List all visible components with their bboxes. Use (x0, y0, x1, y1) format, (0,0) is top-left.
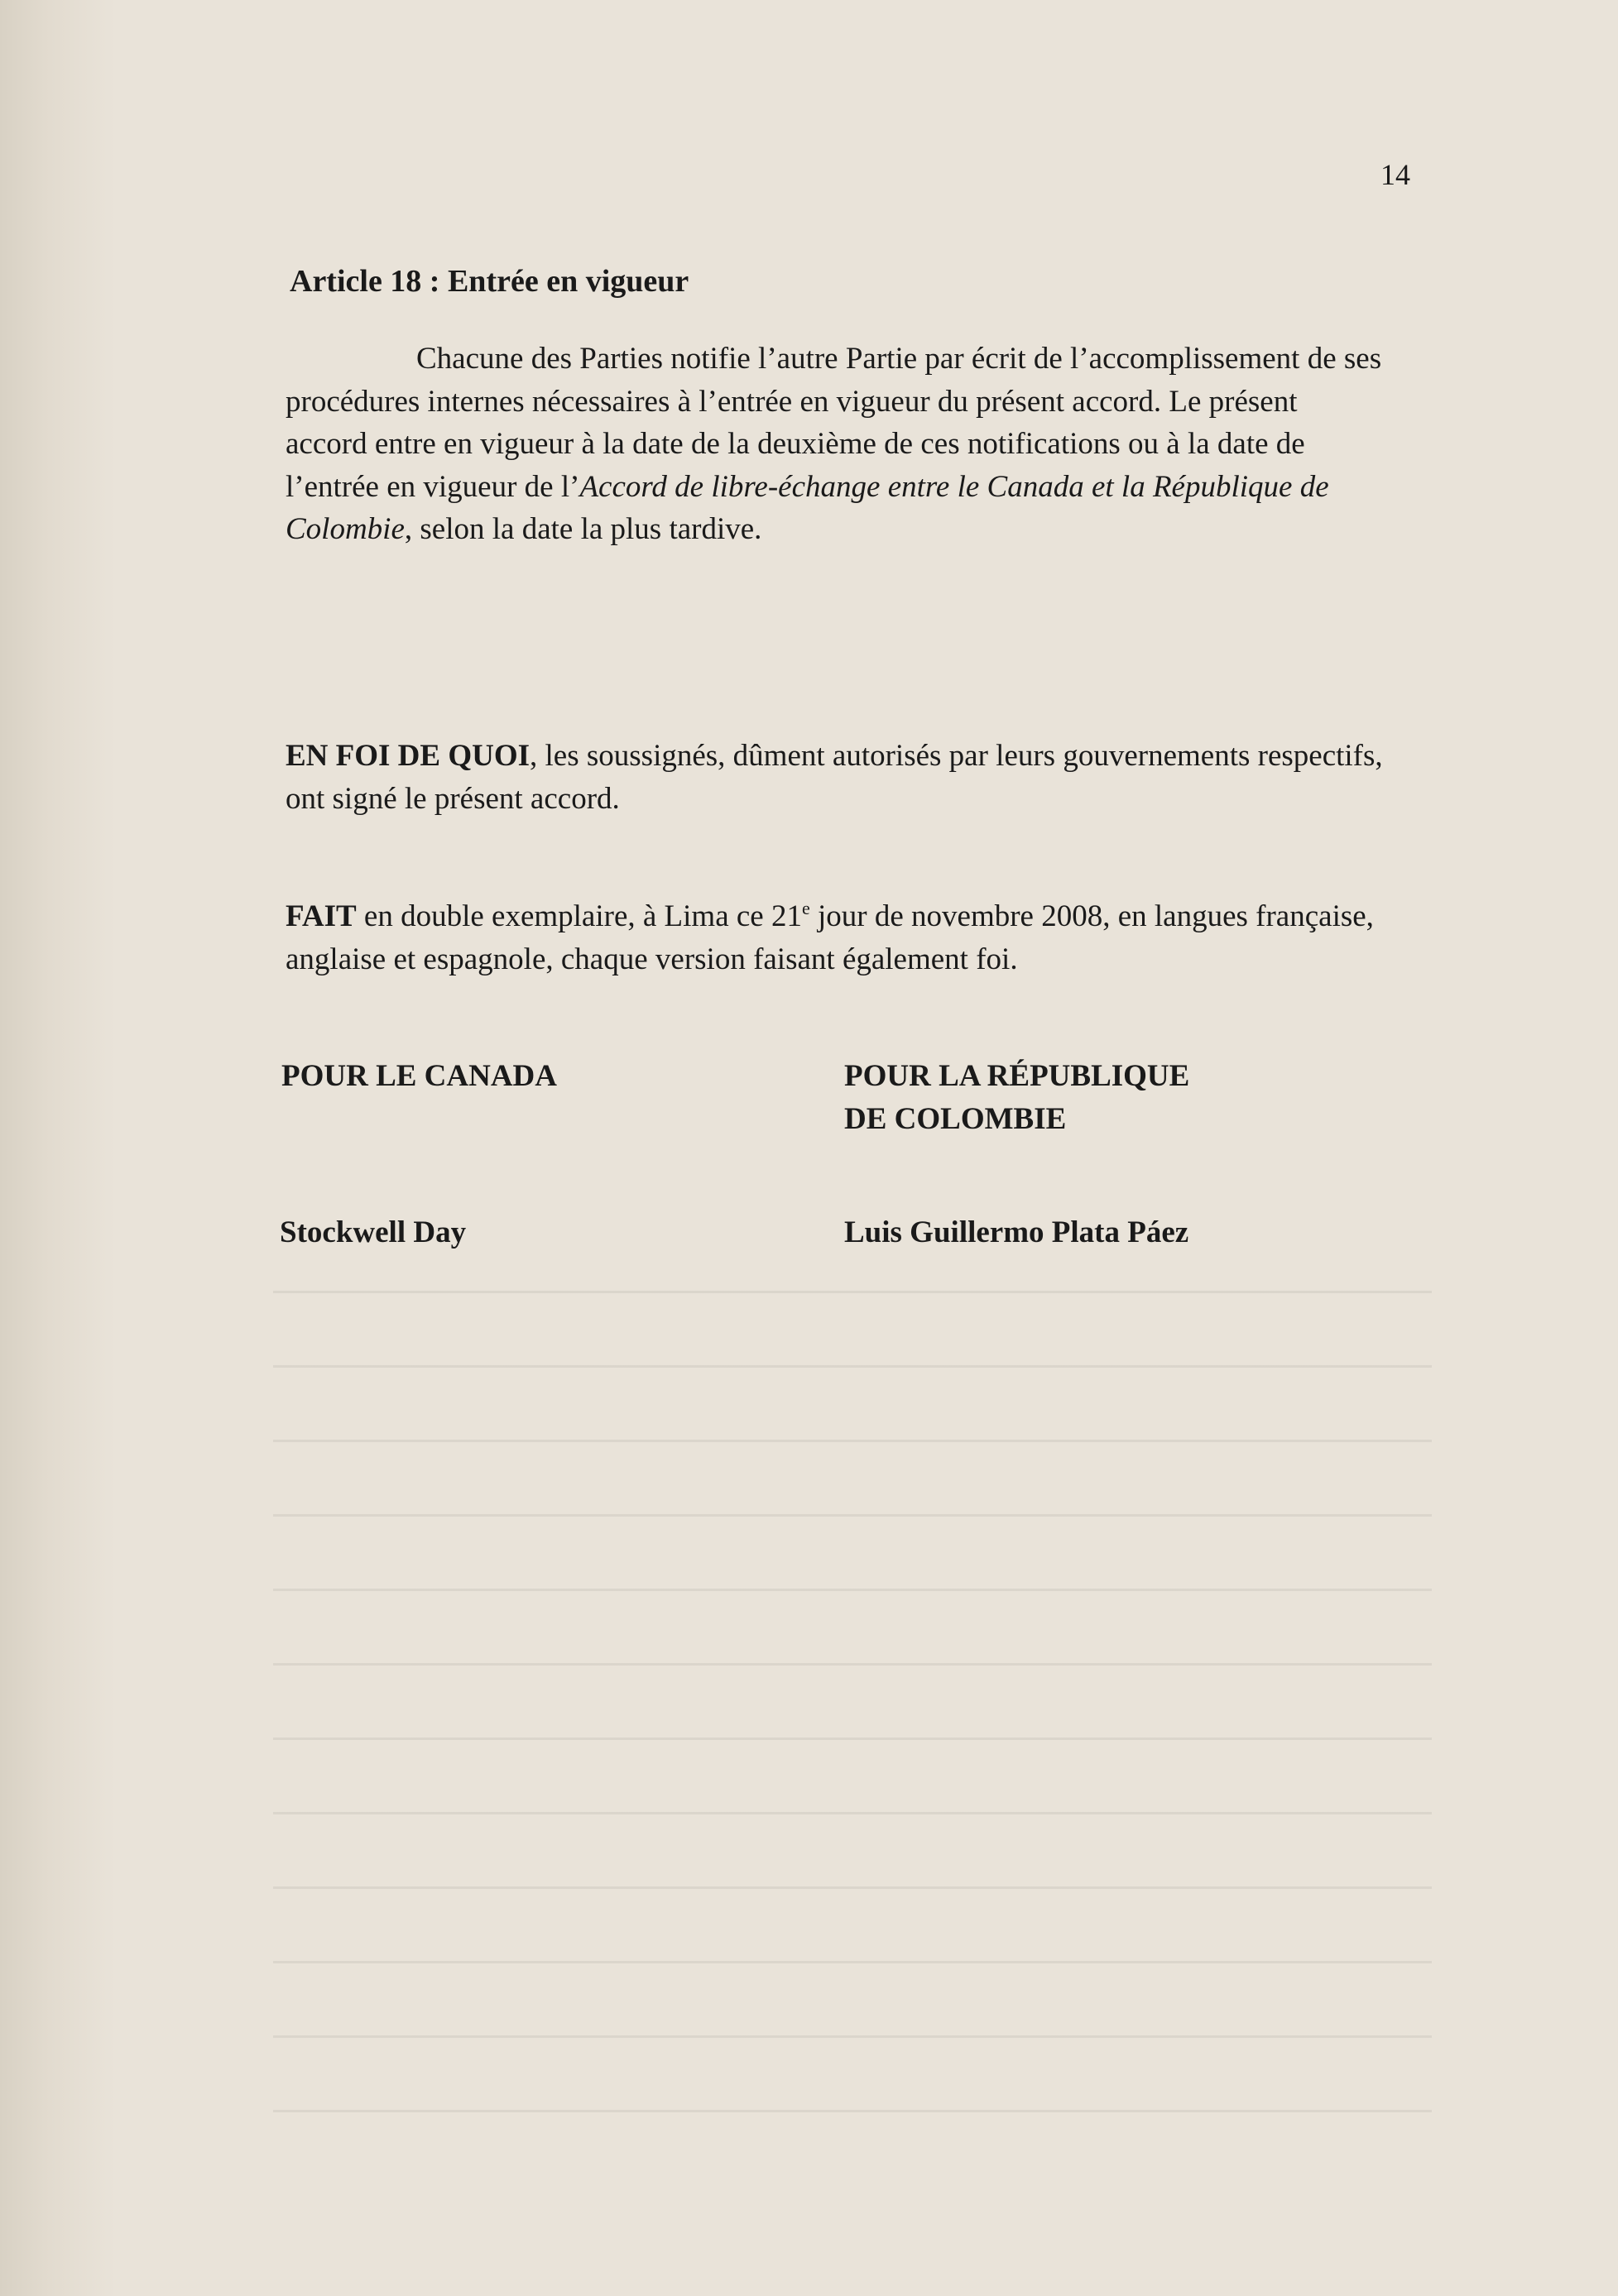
signer-canada: Stockwell Day (280, 1215, 467, 1249)
agreement-title: Accord de libre-échange entre le Canada et la République de Colombie (286, 469, 1329, 546)
done-lead: FAIT (286, 899, 357, 933)
article-text-end: , selon la date la plus tardive. (404, 512, 762, 546)
done-paragraph (286, 895, 1386, 980)
done-text-start: en double exemplaire, à Lima ce 21 (356, 899, 802, 933)
done-text-end: jour de novembre 2008, en langues française, anglaise et espagnole, chaque version faisant également foi. (286, 899, 1374, 976)
article-text-start: Chacune des Parties notifie l’autre Partie par écrit de l’accomplissement de ses procédures internes nécessaires à l’entrée en vigueur du présent accord. Le présent accord entre en vigueur à la date de la deuxième de ces notifications ou à la date de l’entrée en vigueur de l’ (286, 342, 1382, 504)
party-colombia-line1: POUR LA RÉPUBLIQUE (844, 1059, 1190, 1093)
party-colombia-line2: DE COLOMBIE (844, 1102, 1067, 1136)
signer-colombia: Luis Guillermo Plata Páez (844, 1215, 1189, 1249)
bleed-through-shadow (273, 1291, 1432, 2118)
witness-text: , les soussignés, dûment autorisés par leurs gouvernements respectifs, ont signé le présent accord. (286, 739, 1383, 816)
party-colombia (844, 1055, 1341, 1141)
witness-paragraph (286, 735, 1386, 820)
party-canada: POUR LE CANADA (281, 1059, 557, 1093)
page-number: 14 (1380, 158, 1410, 191)
day-superscript: e (801, 898, 810, 918)
article-heading: Article 18 : Entrée en vigueur (290, 264, 689, 299)
witness-lead: EN FOI DE QUOI (286, 739, 531, 773)
article-paragraph (286, 338, 1386, 551)
page-gutter-shadow (0, 0, 116, 2296)
